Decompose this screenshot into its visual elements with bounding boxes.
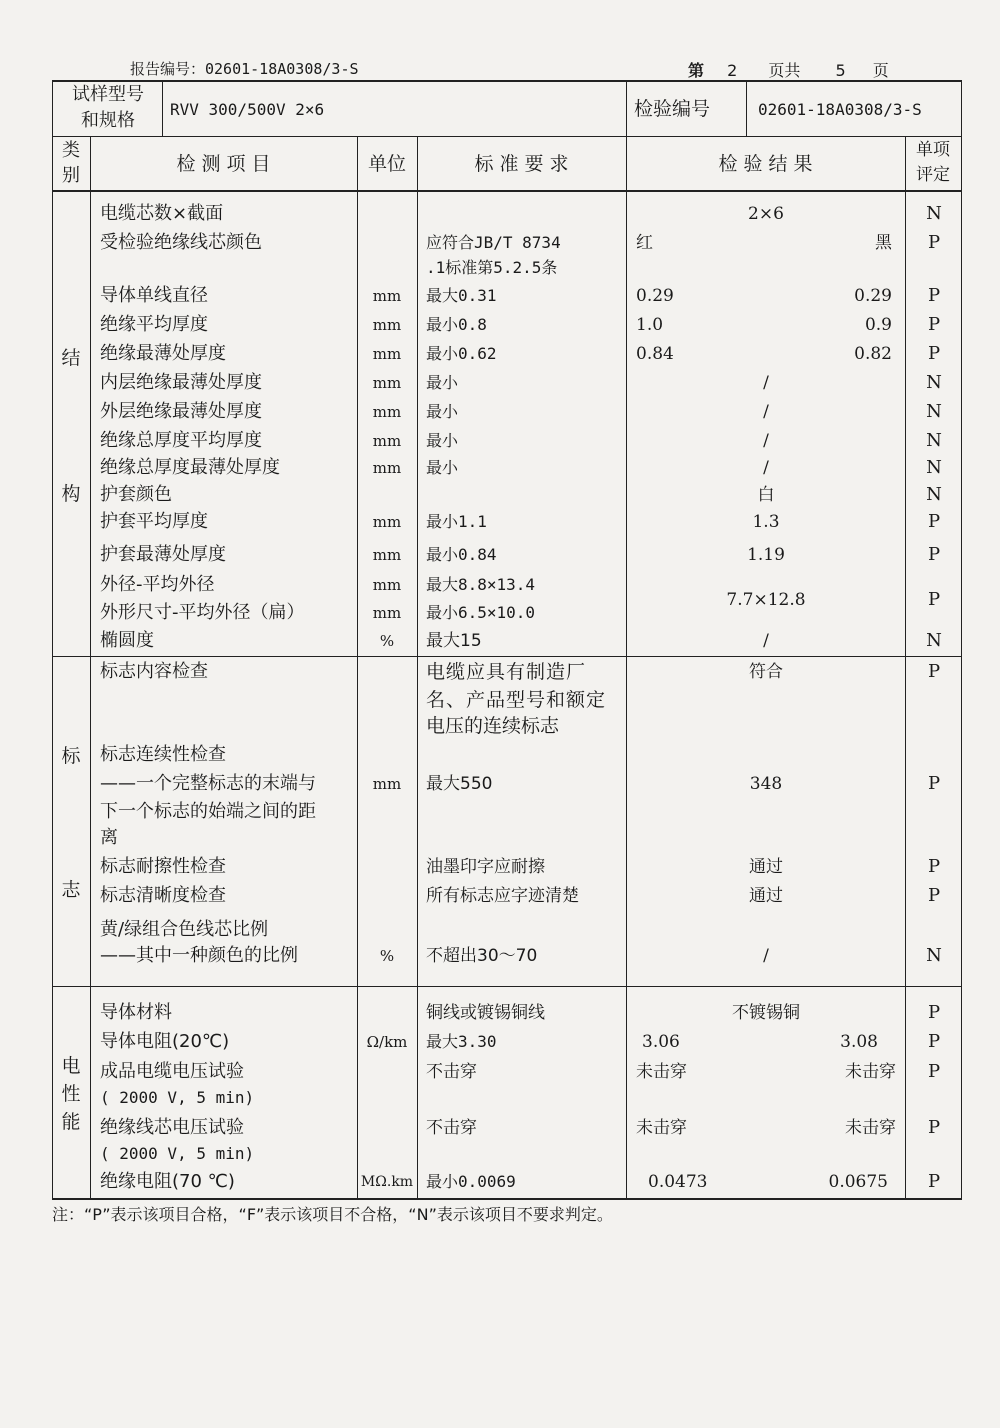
table-row-cont — [0, 798, 1000, 826]
row-item: 导体电阻(20℃) — [100, 1031, 230, 1052]
row-item: 绝缘线芯电压试验 — [100, 1117, 244, 1138]
row-standard: 最大15 — [426, 631, 482, 651]
col-unit: 单位 — [367, 153, 406, 175]
row-result: / — [763, 946, 769, 966]
table-row — [0, 741, 1000, 769]
table-row — [0, 541, 1000, 569]
table-row — [0, 916, 1000, 944]
table-row — [0, 481, 1000, 509]
table-row — [0, 229, 1000, 257]
row-unit: mm — [372, 403, 402, 421]
col-result: 检 验 结 果 — [718, 153, 813, 175]
table-row — [0, 398, 1000, 426]
table-row — [0, 853, 1000, 881]
row-item: 绝缘总厚度平均厚度 — [100, 430, 262, 451]
row-verdict: N — [926, 484, 942, 505]
row-result-right: 黑 — [875, 233, 892, 253]
page-suffix: 页 — [872, 61, 889, 80]
row-item: 绝缘最薄处厚度 — [100, 343, 226, 364]
row-verdict: P — [927, 314, 941, 335]
row-item: 标志连续性检查 — [100, 744, 226, 765]
row-result: 348 — [749, 774, 783, 794]
table-row-cont — [0, 1084, 1000, 1112]
row-unit: % — [379, 632, 395, 650]
row-unit: MΩ.km — [360, 1174, 414, 1190]
page-prefix: 第 — [688, 61, 705, 80]
row-unit: mm — [372, 287, 402, 305]
footnote: 注：“P”表示该项目合格，“F”表示该项目不合格，“N”表示该项目不要求判定。 — [52, 1205, 613, 1224]
row-unit: mm — [372, 316, 402, 334]
row-unit: mm — [372, 604, 402, 622]
row-result-right: 0.82 — [854, 344, 892, 364]
row-verdict: P — [927, 1171, 941, 1192]
table-row-cont — [0, 824, 1000, 852]
row-item: 导体材料 — [100, 1002, 172, 1023]
row-item-line3: 下一个标志的始端之间的距 — [100, 801, 316, 822]
row-verdict: P — [927, 1031, 941, 1052]
row-result-left: 0.0473 — [648, 1172, 708, 1192]
row-verdict: N — [926, 630, 942, 651]
report-number: 报告编号：02601-18A0308/3-S — [130, 60, 359, 78]
category-mark-2: 志 — [61, 879, 81, 901]
category-elec-1: 电 — [61, 1055, 81, 1077]
row-result-left: 0.29 — [636, 286, 674, 306]
row-standard: 铜线或镀锡铜线 — [426, 1003, 545, 1023]
table-row — [0, 508, 1000, 536]
table-row — [0, 427, 1000, 455]
row-unit: % — [379, 947, 395, 965]
row-item: 外径-平均外径 — [100, 574, 215, 595]
row-standard: 所有标志应字迹清楚 — [426, 886, 579, 906]
row-verdict: P — [927, 856, 941, 877]
row-standard: 最小0.0069 — [426, 1172, 516, 1191]
table-row — [0, 627, 1000, 655]
row-verdict: P — [927, 232, 941, 253]
row-item-line2: ( 2000 V, 5 min) — [100, 1144, 255, 1163]
page-current: 2 — [727, 61, 738, 80]
table-row — [0, 311, 1000, 339]
row-standard: 应符合JB/T 8734 — [426, 233, 561, 252]
row-verdict: N — [926, 372, 942, 393]
row-standard: 最大3.30 — [426, 1032, 497, 1051]
row-standard: 不超出30～70 — [426, 946, 538, 966]
row-item: 绝缘电阻(70 ℃) — [100, 1171, 235, 1192]
row-verdict: P — [927, 661, 941, 682]
row-result: 1.3 — [752, 512, 780, 532]
row-result-left: 红 — [636, 233, 653, 253]
page-mid: 页共 — [768, 61, 801, 80]
page-total: 5 — [835, 61, 846, 80]
row-standard: 最大550 — [426, 774, 493, 794]
row-item: 外形尺寸-平均外径（扁） — [100, 602, 305, 623]
table-row — [0, 1168, 1000, 1196]
row-result-left: 未击穿 — [636, 1118, 687, 1138]
table-row — [0, 1028, 1000, 1056]
row-item: 内层绝缘最薄处厚度 — [100, 372, 262, 393]
row-item-line2: ( 2000 V, 5 min) — [100, 1088, 255, 1107]
row-result-left: 1.0 — [636, 315, 664, 335]
row-item: 标志耐擦性检查 — [100, 856, 226, 877]
row-unit: mm — [372, 775, 402, 793]
row-item-line4: 离 — [100, 827, 118, 848]
row-standard: 最小 — [426, 402, 459, 421]
row-standard: 最小1.1 — [426, 512, 487, 531]
row-standard: 电缆应具有制造厂 — [426, 661, 587, 683]
row-result: 2×6 — [748, 204, 784, 224]
row-result-left: 0.84 — [636, 344, 674, 364]
row-verdict: P — [927, 511, 941, 532]
row-result: 通过 — [749, 857, 783, 877]
row-verdict: P — [927, 285, 941, 306]
row-item: 椭圆度 — [100, 630, 154, 651]
row-unit: mm — [372, 374, 402, 392]
row-standard: 最小0.8 — [426, 315, 487, 334]
table-row — [0, 882, 1000, 910]
row-item-line2: ——一个完整标志的末端与 — [100, 773, 316, 794]
table-row — [0, 200, 1000, 228]
row-standard: 最小0.62 — [426, 344, 497, 363]
row-unit: mm — [372, 345, 402, 363]
row-result: / — [763, 458, 769, 478]
row-standard: 不击穿 — [426, 1118, 477, 1138]
row-verdict: P — [927, 589, 941, 610]
col-verdict — [905, 138, 961, 188]
row-result: 7.7×12.8 — [726, 590, 806, 610]
inspection-label: 检验编号 — [634, 98, 711, 120]
row-result: / — [763, 373, 769, 393]
row-item: 外层绝缘最薄处厚度 — [100, 401, 262, 422]
row-verdict: N — [926, 430, 942, 451]
row-standard: 最小6.5×10.0 — [426, 603, 536, 622]
table-row — [0, 282, 1000, 310]
row-verdict: N — [926, 457, 942, 478]
row-result-left: 未击穿 — [636, 1062, 687, 1082]
row-verdict: P — [927, 1002, 941, 1023]
sample-label — [56, 82, 160, 134]
table-row — [0, 1058, 1000, 1086]
row-standard: 最大0.31 — [426, 286, 497, 305]
row-item: 成品电缆电压试验 — [100, 1061, 244, 1082]
row-verdict: P — [927, 544, 941, 565]
row-item: 绝缘总厚度最薄处厚度 — [100, 457, 280, 478]
row-verdict: N — [926, 401, 942, 422]
table-row-cont — [0, 770, 1000, 798]
category-structure-1: 结 — [61, 347, 81, 369]
row-item: 护套最薄处厚度 — [100, 544, 226, 565]
row-result: 白 — [757, 485, 775, 505]
row-unit: mm — [372, 576, 402, 594]
row-standard: 油墨印字应耐擦 — [426, 857, 545, 877]
row-result-right: 3.08 — [840, 1032, 878, 1052]
row-verdict: N — [926, 203, 942, 224]
col-item: 检 测 项 目 — [176, 153, 271, 175]
report-header — [0, 56, 1000, 82]
row-unit: mm — [372, 432, 402, 450]
category-structure-2: 构 — [61, 483, 81, 505]
row-verdict: P — [927, 885, 941, 906]
table-row-cont — [0, 254, 1000, 282]
row-standard: 最小 — [426, 458, 459, 477]
inspection-number: 02601-18A0308/3-S — [758, 100, 922, 119]
col-category-line1: 类 — [62, 140, 80, 161]
col-category — [52, 138, 90, 188]
col-verdict-line1: 单项 — [916, 140, 950, 160]
row-standard: 最小 — [426, 373, 459, 392]
row-unit: Ω/km — [366, 1033, 408, 1051]
row-result: 符合 — [749, 662, 783, 682]
sample-value: RVV 300/500V 2×6 — [170, 100, 325, 119]
page-indicator — [688, 58, 889, 81]
col-standard: 标 准 要 求 — [474, 153, 569, 175]
table-row-cont — [0, 686, 1000, 714]
row-unit: mm — [372, 459, 402, 477]
table-row — [0, 369, 1000, 397]
col-verdict-line2: 评定 — [916, 165, 950, 185]
row-standard-line2: .1标准第5.2.5条 — [426, 258, 558, 277]
row-verdict: P — [927, 773, 941, 794]
row-standard-line3: 电压的连续标志 — [426, 715, 560, 737]
row-verdict: N — [926, 945, 942, 966]
table-row-cont — [0, 1140, 1000, 1168]
row-result: / — [763, 402, 769, 422]
row-result-right: 未击穿 — [845, 1118, 896, 1138]
row-item: 电缆芯数×截面 — [100, 203, 224, 224]
table-row-cont — [0, 942, 1000, 970]
row-unit: mm — [372, 513, 402, 531]
row-standard-line2: 名、产品型号和额定 — [426, 689, 607, 711]
row-item: 标志内容检查 — [100, 661, 208, 682]
row-item: 受检验绝缘线芯颜色 — [100, 232, 262, 253]
col-category-line2: 别 — [62, 165, 80, 186]
row-result: / — [763, 431, 769, 451]
row-result-right: 0.0675 — [828, 1172, 888, 1192]
category-elec-3: 能 — [61, 1111, 81, 1133]
table-row — [0, 999, 1000, 1027]
row-result: 通过 — [749, 886, 783, 906]
row-standard: 不击穿 — [426, 1062, 477, 1082]
row-result-right: 0.9 — [864, 315, 892, 335]
row-verdict: P — [927, 1061, 941, 1082]
row-standard: 最小0.84 — [426, 545, 497, 564]
table-row — [0, 454, 1000, 482]
category-mark-1: 标 — [61, 745, 81, 767]
row-item: 护套颜色 — [100, 484, 172, 505]
row-result: 不镀锡铜 — [732, 1003, 800, 1023]
sample-label-line1: 试样型号 — [72, 84, 144, 105]
table-row — [0, 1114, 1000, 1142]
category-elec-2: 性 — [61, 1083, 81, 1105]
row-item: 护套平均厚度 — [100, 511, 208, 532]
row-item-line2: ——其中一种颜色的比例 — [100, 945, 298, 966]
table-row-merged-result — [0, 586, 1000, 614]
table-row — [0, 658, 1000, 686]
row-standard: 最小 — [426, 431, 459, 450]
sample-label-line2: 和规格 — [81, 110, 135, 131]
row-result-right: 0.29 — [854, 286, 892, 306]
table-row-cont — [0, 712, 1000, 740]
row-result: 1.19 — [747, 545, 785, 565]
row-item: 导体单线直径 — [100, 285, 208, 306]
row-item: 标志清晰度检查 — [100, 885, 226, 906]
row-result-left: 3.06 — [642, 1032, 680, 1052]
row-result-right: 未击穿 — [845, 1062, 896, 1082]
row-unit: mm — [372, 546, 402, 564]
row-item: 绝缘平均厚度 — [100, 314, 208, 335]
row-item: 黄/绿组合色线芯比例 — [100, 919, 269, 940]
row-result: / — [763, 631, 769, 651]
row-verdict: P — [927, 343, 941, 364]
row-verdict: P — [927, 1117, 941, 1138]
table-row — [0, 340, 1000, 368]
row-standard: 最大8.8×13.4 — [426, 575, 536, 594]
